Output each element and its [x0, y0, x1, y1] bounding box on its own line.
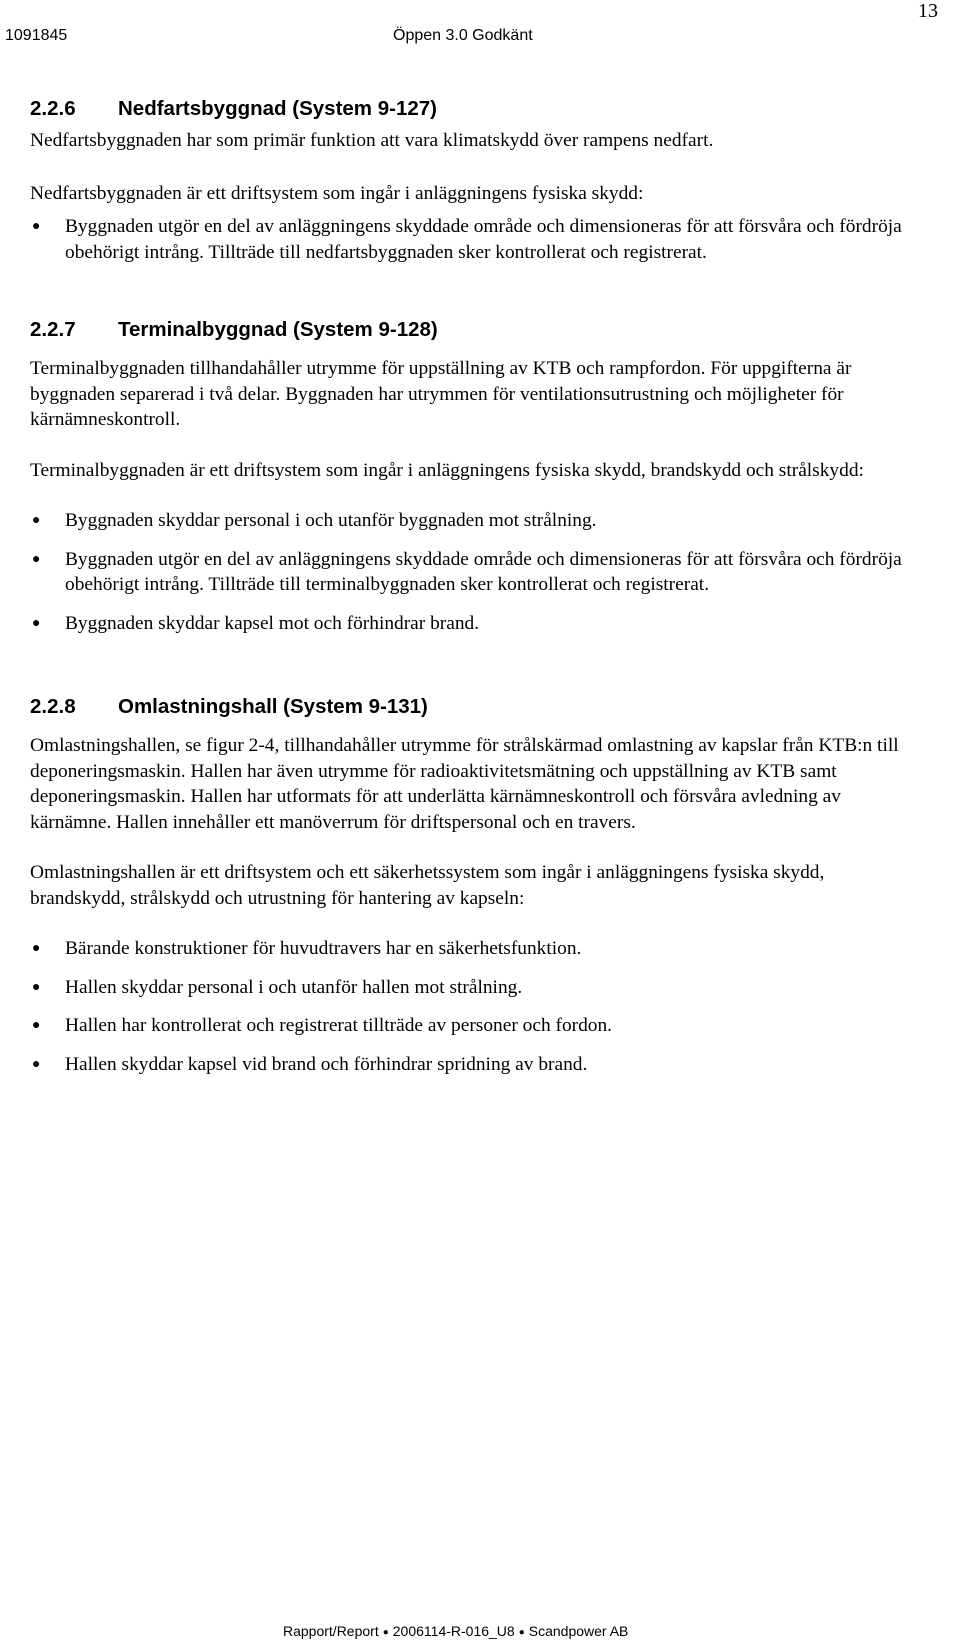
paragraph: Omlastningshallen är ett driftsystem och ett säkerhetssystem som ingår i anläggningens fysiska skydd, brandskydd, strålskydd och utrustning för hantering av kapseln: — [30, 862, 825, 909]
document-status: Öppen 3.0 Godkänt — [393, 27, 533, 44]
page-number: 13 — [918, 0, 938, 22]
bullet-list — [30, 936, 910, 1077]
paragraph: Terminalbyggnaden tillhandahåller utrymme för uppställning av KTB och rampfordon. För uppgifterna är byggnaden separerad i två delar. Byggnaden har utrymmen för ventilationsutrustning och möjligheter för kärnämneskontroll. — [30, 358, 852, 430]
list-item-text: Byggnaden skyddar kapsel mot och förhindrar brand. — [65, 612, 480, 634]
bullet-icon: ● — [32, 219, 41, 234]
list-item-text: Byggnaden utgör en del av anläggningens skyddade område och dimensioneras för att försvåra och fördröja obehörigt intrång. Tillträde till terminalbyggnaden sker kontrollerat och registrerat. — [65, 548, 902, 595]
bullet-icon: ● — [32, 941, 41, 956]
list-item — [30, 214, 910, 265]
paragraph: Nedfartsbyggnaden har som primär funktion att vara klimatskydd över rampens nedfart. — [30, 130, 714, 151]
list-item — [30, 611, 910, 637]
footer-company: Scandpower AB — [528, 1623, 629, 1639]
section-heading — [30, 317, 910, 343]
section-title: Omlastningshall (System 9-131) — [118, 695, 428, 718]
bullet-icon: ● — [32, 615, 41, 631]
paragraph: Nedfartsbyggnaden är ett driftsystem som ingår i anläggningens fysiska skydd: — [30, 182, 644, 204]
list-item-text: Byggnaden utgör en del av anläggningens skyddade område och dimensioneras för att försvåra och fördröja obehörigt intrång. Tillträde till nedfartsbyggnaden sker kontrollerat och registrerat. — [65, 216, 902, 263]
list-item-text: Hallen har kontrollerat och registrerat tillträde av personer och fordon. — [65, 1015, 613, 1036]
section-heading — [30, 96, 910, 122]
page-footer — [283, 1623, 628, 1639]
list-item — [30, 1013, 910, 1039]
bullet-list — [30, 508, 910, 636]
list-item — [30, 508, 910, 534]
bullet-icon: ● — [32, 551, 41, 567]
section-number: 2.2.7 — [30, 318, 76, 341]
separator-dot-icon: ● — [382, 1627, 389, 1638]
section-heading — [30, 694, 910, 720]
paragraph: Omlastningshallen, se figur 2-4, tillhandahåller utrymme för strålskärmad omlastning av kapslar från KTB:n till deponeringsmaskin. Hallen har även utrymme för radioaktivitetsmätning och uppställning av KTB samt deponeringsmaskin. Hallen har utformats för att underlätta kärnämneskontroll och försvåra avledning av kärnämne. Hallen innehåller ett manöverrum för driftspersonal och en travers. — [30, 735, 899, 833]
section-2-2-8 — [30, 694, 910, 1077]
section-2-2-7 — [30, 317, 910, 636]
footer-report-number: 2006114-R-016_U8 — [392, 1623, 515, 1639]
section-title: Terminalbyggnad (System 9-128) — [118, 318, 438, 341]
section-2-2-6 — [30, 96, 910, 265]
list-item-text: Bärande konstruktioner för huvudtravers har en säkerhetsfunktion. — [65, 938, 582, 959]
list-item-text: Byggnaden skyddar personal i och utanför byggnaden mot strålning. — [65, 510, 597, 531]
list-item — [30, 975, 910, 1001]
document-id: 1091845 — [5, 27, 68, 44]
list-item — [30, 1052, 910, 1078]
list-item-text: Hallen skyddar personal i och utanför hallen mot strålning. — [65, 976, 523, 998]
bullet-icon: ● — [32, 1056, 41, 1072]
section-title: Nedfartsbyggnad (System 9-127) — [118, 97, 437, 120]
section-number: 2.2.6 — [30, 97, 76, 120]
bullet-icon: ● — [32, 1018, 41, 1033]
paragraph: Terminalbyggnaden är ett driftsystem som ingår i anläggningens fysiska skydd, brandskydd och strålskydd: — [30, 459, 864, 481]
footer-report-label: Rapport/Report — [283, 1623, 379, 1639]
bullet-icon: ● — [32, 979, 41, 995]
section-number: 2.2.8 — [30, 695, 76, 718]
bullet-icon: ● — [32, 513, 41, 528]
bullet-list — [30, 214, 910, 265]
list-item-text: Hallen skyddar kapsel vid brand och förhindrar spridning av brand. — [65, 1053, 588, 1075]
list-item — [30, 936, 910, 962]
separator-dot-icon: ● — [518, 1627, 525, 1638]
list-item — [30, 547, 910, 598]
document-body — [30, 96, 910, 1090]
